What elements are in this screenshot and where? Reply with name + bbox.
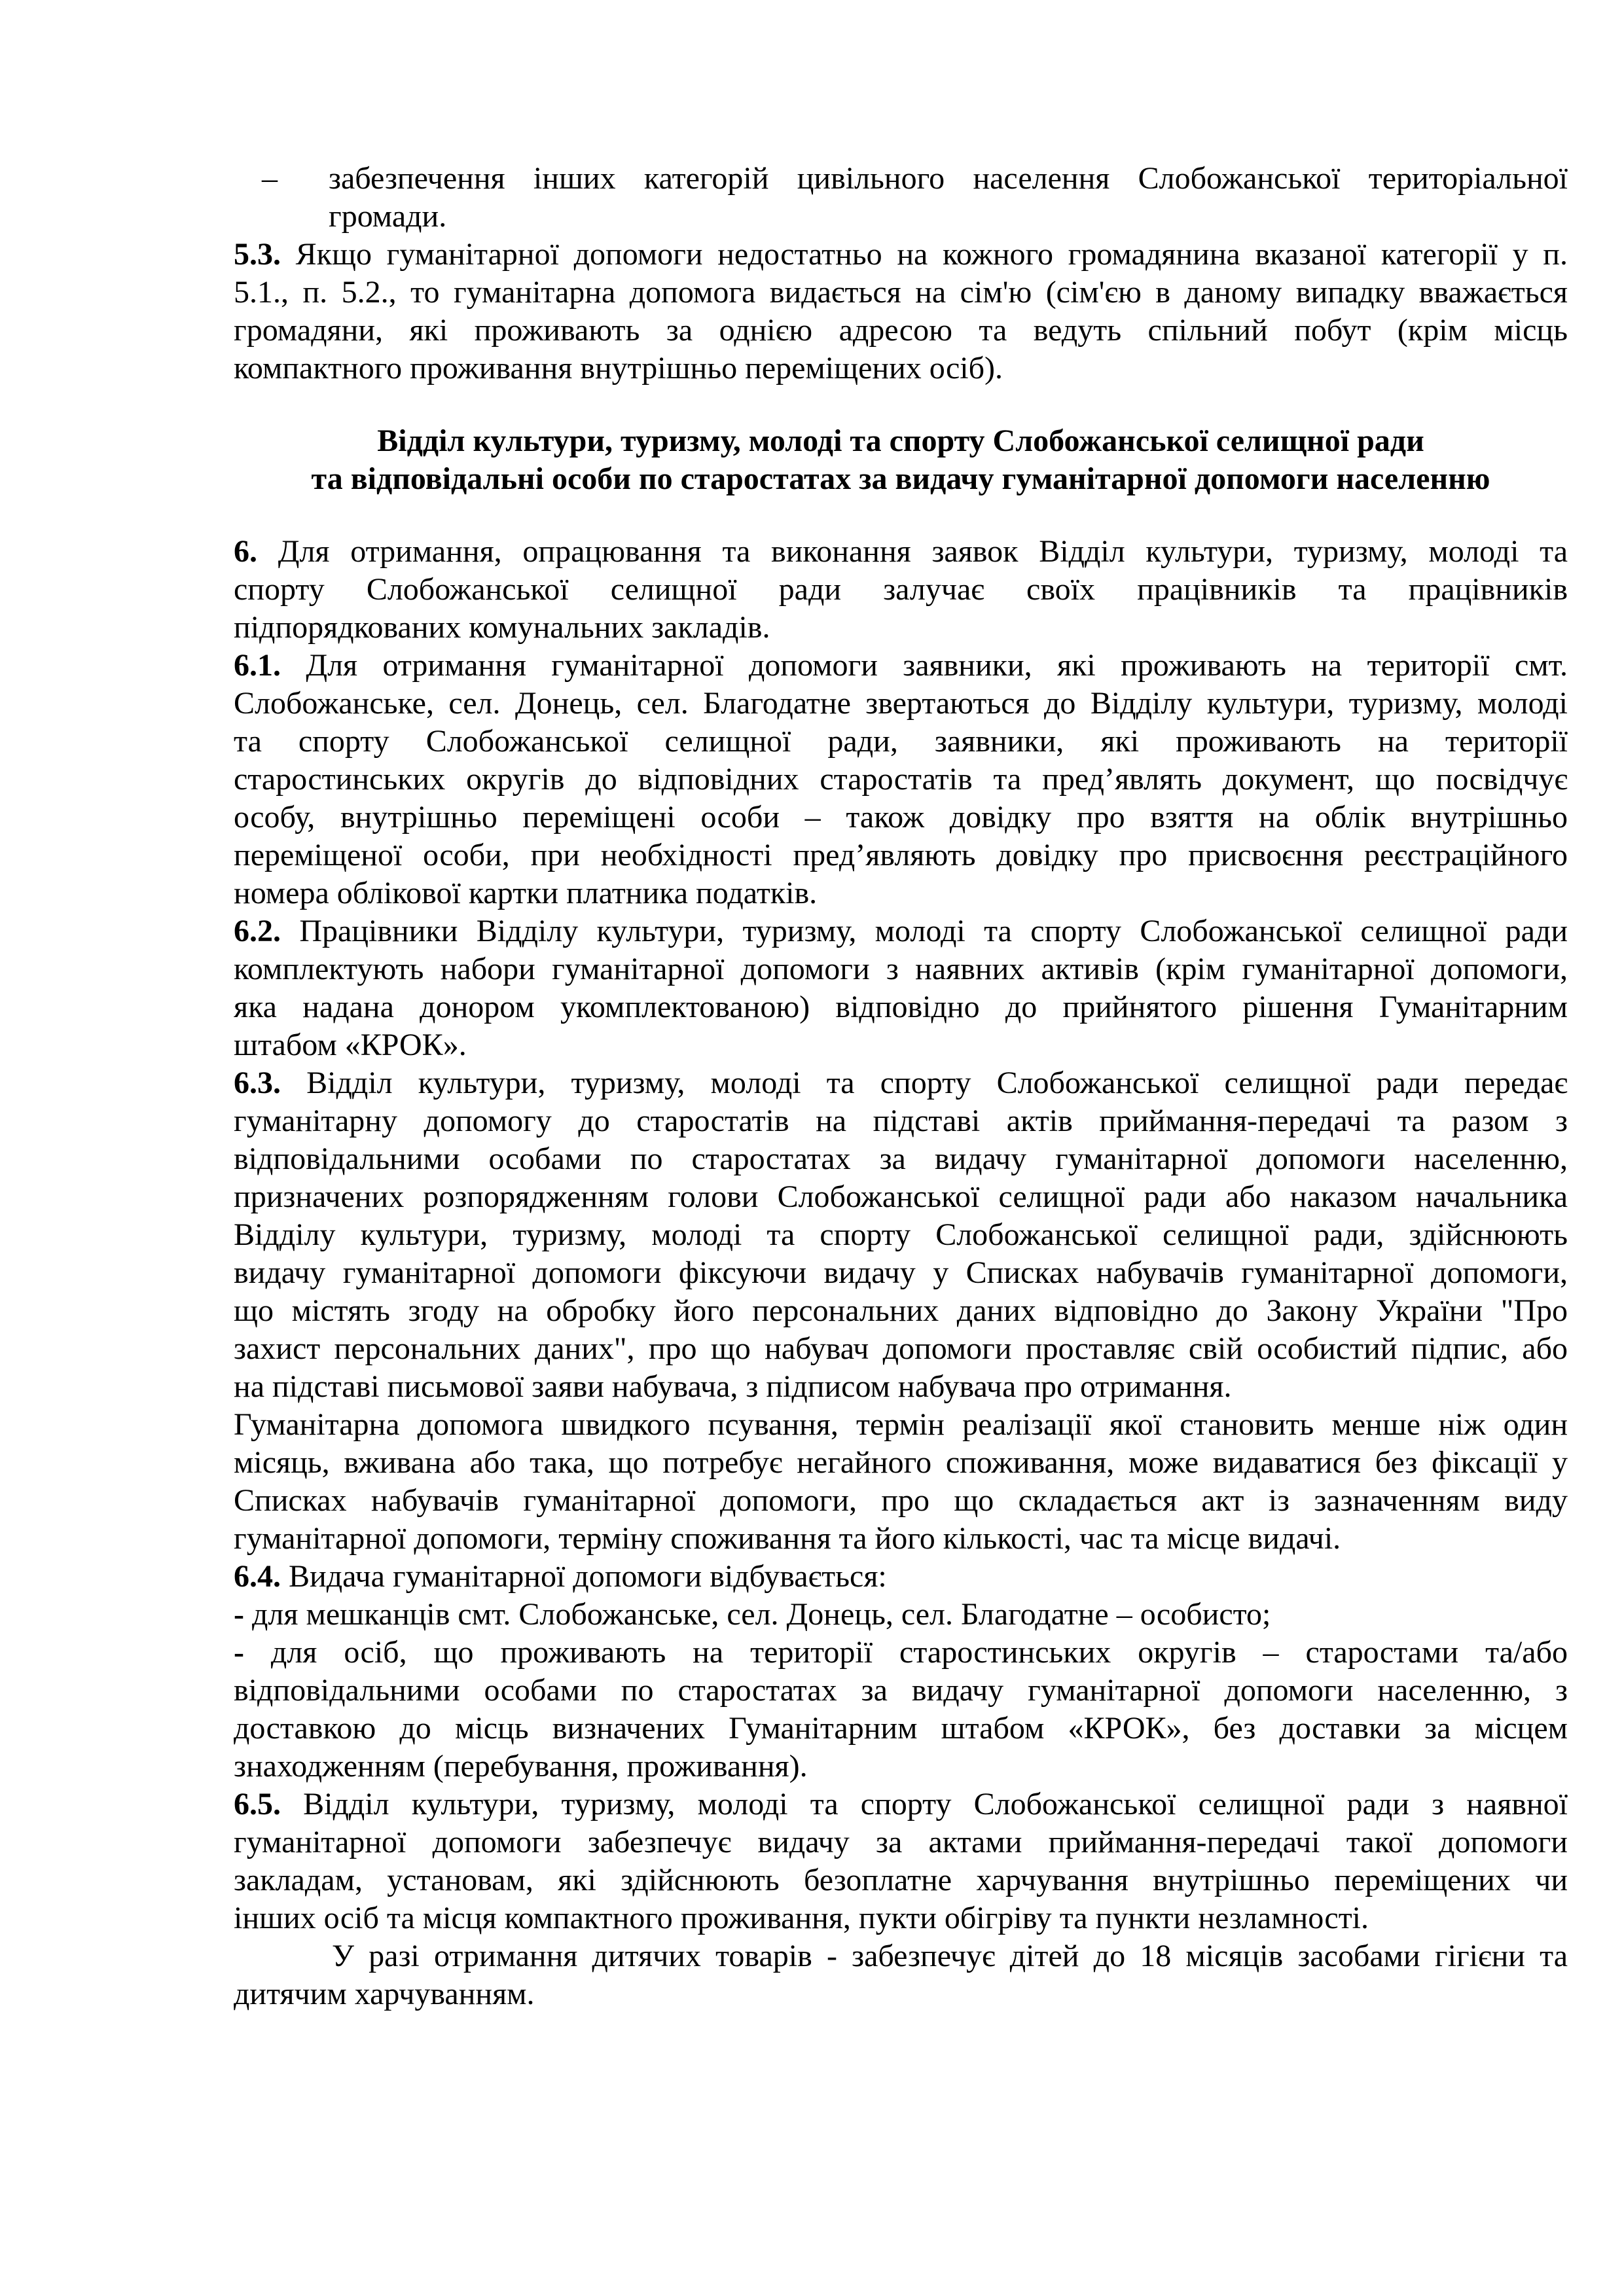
bullet-text-line: забезпечення інших категорій цивільного населення Слобожанської територіальної	[329, 161, 1568, 196]
paragraph-6-3-line: Відділу культури, туризму, молоді та спорту Слобожанської селищної ради, здійснюють	[234, 1217, 1568, 1252]
paragraph-number: 6.1.	[234, 648, 281, 683]
paragraph-6-4-item-line: доставкою до місць визначених Гуманітарним штабом «КРОК», без доставки за місцем	[234, 1711, 1568, 1746]
paragraph-6-1-line: особу, внутрішньо переміщені особи – також довідку про взяття на облік внутрішньо	[234, 800, 1568, 834]
paragraph-6-3-line: відповідальними особами по старостатах за видачу гуманітарної допомоги населенню,	[234, 1141, 1568, 1176]
list-dash: -	[234, 1597, 244, 1632]
paragraph-6-5-line: гуманітарної допомоги забезпечує видачу за актами приймання-передачі такої допомоги	[234, 1825, 1568, 1859]
paragraph-6-5-line: 6.5. Відділ культури, туризму, молоді та спорту Слобожанської селищної ради з наявної	[234, 1787, 1568, 1821]
paragraph-6-4-item-line: відповідальними особами по старостатах за видачу гуманітарної допомоги населенню, з	[234, 1673, 1568, 1708]
paragraph-6-5-line: інших осіб та місця компактного проживання, пукти обігріву та пункти незламності.	[234, 1901, 1369, 1935]
bullet-dash: –	[262, 161, 278, 196]
paragraph-6-2-line: яка надана донором укомплектованою) відповідно до прийнятого рішення Гуманітарним	[234, 990, 1568, 1024]
paragraph-6-1-line: номера облікової картки платника податків.	[234, 876, 818, 910]
paragraph-6-1-line: старостинських округів до відповідних старостатів та пред’являть документ, що посвідчує	[234, 762, 1568, 797]
paragraph-6-3-line: на підставі письмової заяви набувача, з підписом набувача про отримання.	[234, 1369, 1232, 1404]
paragraph-5-3-line: 5.1., п. 5.2., то гуманітарна допомога видається на сім'ю (сім'єю в даному випадку вважається	[234, 275, 1568, 310]
paragraph-6-4-item: - для мешканців смт. Слобожанське, сел. Донець, сел. Благодатне – особисто;	[234, 1597, 1271, 1632]
paragraph-6-1-line: 6.1. Для отримання гуманітарної допомоги заявники, які проживають на території смт.	[234, 648, 1568, 683]
paragraph-6-2-line: штабом «КРОК».	[234, 1028, 467, 1062]
bullet-text-line: громади.	[329, 199, 447, 234]
section-heading-line: Відділ культури, туризму, молоді та спорту Слобожанської селищної ради	[377, 423, 1424, 458]
paragraph-6-2-line: 6.2. Працівники Відділу культури, туризму, молоді та спорту Слобожанської селищної ради	[234, 914, 1568, 948]
perishable-aid-line: Гуманітарна допомога швидкого псування, термін реалізації якої становить менше ніж один	[234, 1407, 1568, 1442]
children-goods-line: дитячим харчуванням.	[234, 1977, 535, 2011]
paragraph-6-3-line: гуманітарну допомогу до старостатів на підставі актів приймання-передачі та разом з	[234, 1103, 1568, 1138]
perishable-aid-line: Списках набувачів гуманітарної допомоги, про що складається акт із зазначенням виду	[234, 1483, 1568, 1518]
paragraph-6-4-item: - для осіб, що проживають на території старостинських округів – старостами та/або	[234, 1635, 1568, 1670]
paragraph-6-3-line: захист персональних даних", про що набувач допомоги проставляє свій особистий підпис, або	[234, 1331, 1568, 1366]
paragraph-6-1-line: Слобожанське, сел. Донець, сел. Благодатне звертаються до Відділу культури, туризму, молоді	[234, 686, 1568, 721]
paragraph-number: 6.5.	[234, 1787, 281, 1821]
paragraph-number: 5.3.	[234, 237, 281, 272]
paragraph-5-3-line: громадяни, які проживають за однією адресою та ведуть спільний побут (крім місць	[234, 313, 1568, 348]
paragraph-6-line: 6. Для отримання, опрацювання та виконання заявок Відділ культури, туризму, молоді та	[234, 534, 1568, 569]
list-dash: -	[234, 1635, 244, 1670]
paragraph-6-line: підпорядкованих комунальних закладів.	[234, 610, 770, 645]
paragraph-6-3-line: 6.3. Відділ культури, туризму, молоді та спорту Слобожанської селищної ради передає	[234, 1066, 1568, 1100]
perishable-aid-line: гуманітарної допомоги, терміну споживання та його кількості, час та місце видачі.	[234, 1521, 1341, 1556]
paragraph-6-line: спорту Слобожанської селищної ради залучає своїх працівників та працівників	[234, 572, 1568, 607]
paragraph-6-3-line: видачу гуманітарної допомоги фіксуючи видачу у Списках набувачів гуманітарної допомоги,	[234, 1255, 1568, 1290]
paragraph-5-3-line: компактного проживання внутрішньо переміщених осіб).	[234, 351, 1003, 386]
paragraph-6-4-intro: 6.4. Видача гуманітарної допомоги відбувається:	[234, 1559, 887, 1594]
paragraph-number: 6.3.	[234, 1066, 281, 1100]
section-heading-line: та відповідальні особи по старостатах за видачу гуманітарної допомоги населенню	[311, 461, 1490, 496]
paragraph-6-3-line: що містять згоду на обробку його персональних даних відповідно до Закону України "Про	[234, 1293, 1568, 1328]
paragraph-5-3-line: 5.3. Якщо гуманітарної допомоги недостатньо на кожного громадянина вказаної категорії у п.	[234, 237, 1568, 272]
paragraph-number: 6.2.	[234, 914, 281, 948]
paragraph-6-1-line: переміщеної особи, при необхідності пред’являють довідку про присвоєння реєстраційного	[234, 838, 1568, 872]
paragraph-number: 6.4.	[234, 1559, 281, 1594]
paragraph-6-5-line: закладам, установам, які здійснюють безоплатне харчування внутрішньо переміщених чи	[234, 1863, 1568, 1897]
perishable-aid-line: місяць, вживана або така, що потребує негайного споживання, може видаватися без фіксації у	[234, 1445, 1568, 1480]
paragraph-6-2-line: комплектують набори гуманітарної допомоги з наявних активів (крім гуманітарної допомоги,	[234, 952, 1568, 986]
children-goods-line: У разі отримання дитячих товарів - забезпечує дітей до 18 місяців засобами гігієни та	[332, 1939, 1568, 1973]
paragraph-6-4-item-line: знаходженням (перебування, проживання).	[234, 1749, 808, 1784]
paragraph-6-1-line: та спорту Слобожанської селищної ради, заявники, які проживають на території	[234, 724, 1568, 759]
paragraph-6-3-line: призначених розпорядженням голови Слобожанської селищної ради або наказом начальника	[234, 1179, 1568, 1214]
paragraph-number: 6.	[234, 534, 257, 569]
